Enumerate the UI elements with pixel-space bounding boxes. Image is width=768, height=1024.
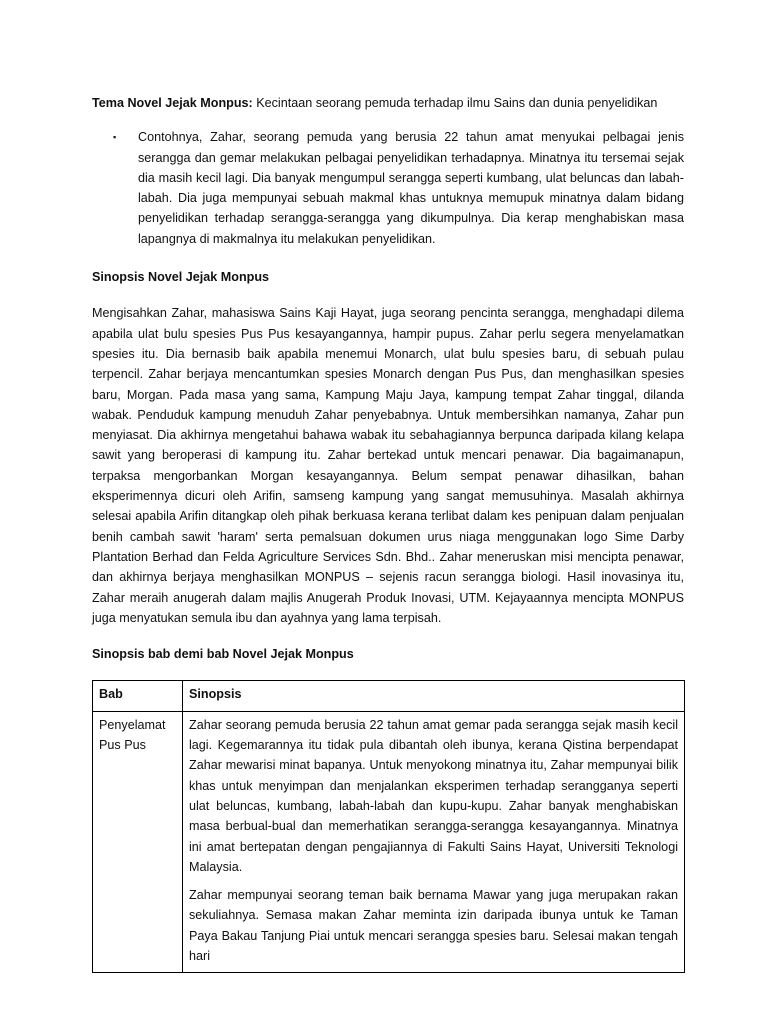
chapter-title: Penyelamat Pus Pus: [93, 711, 183, 973]
chapter-paragraph: Zahar seorang pemuda berusia 22 tahun amat gemar pada serangga sejak masih kecil lagi. Kegemarannya itu tidak pula dibantah oleh ibunya, kerana Qistina berpendapat Zahar mewarisi minat bapanya. Untuk menyokong minatnya itu, Zahar mempunyai bilik khas untuk menyimpan dan menjalankan eksperimen terhadap serangganya seperti ulat beluncas, kumbang, labah-labah dan kupu-kupu. Zahar banyak menghabiskan masa berbual-bual dan memerhatikan serangga-serangga kesayangannya. Minatnya ini amat bertepatan dengan pengajiannya di Fakulti Sains Hayat, Universiti Teknologi Malaysia.: [189, 717, 678, 874]
synopsis-paragraph: Mengisahkan Zahar, mahasiswa Sains Kaji Hayat, juga seorang pencinta serangga, menghadapi dilema apabila ulat bulu spesies Pus Pus kesayangannya, hampir pupus. Zahar perlu segera menyelamatkan spesies itu. Dia bernasib baik apabila menemui Monarch, ulat bulu spesies baru, di sebuah pulau terpencil. Zahar berjaya mencantumkan spesies Monarch dengan Pus Pus, dan menghasilkan spesies baru, Morgan. Pada masa yang sama, Kampung Maju Jaya, kampung tempat Zahar tinggal, dilanda wabak. Penduduk kampung menuduh Zahar penyebabnya. Untuk membersihkan namanya, Zahar pun menyiasat. Dia akhirnya mengetahui bahawa wabak itu sebahagiannya berpunca daripada kilang kelapa sawit yang beroperasi di kampung itu. Zahar bertekad untuk mencari penawar. Dia bagaimanapun, terpaksa mengorbankan Morgan kesayangannya. Belum sempat penawar dihasilkan, bahan eksperimennya dicuri oleh Arifin, samseng kampung yang sangat memusuhinya. Masalah akhirnya selesai apabila Arifin ditangkap oleh pihak berkuasa kerana terlibat dalam kes penipuan dalam penjualan benih cambah sawit 'haram' serta pemalsuan dokumen urus niaga menggunakan logo Sime Darby Plantation Berhad dan Felda Agriculture Services Sdn. Bhd.. Zahar meneruskan misi mencipta penawar, dan akhirnya berjaya menghasilkan MONPUS – sejenis racun serangga biologi. Hasil inovasinya itu, Zahar meraih anugerah dalam majlis Anugerah Produk Inovasi, UTM. Kejayaannya mencipta MONPUS juga menyatukan semula ibu dan ayahnya yang lama terpisah.: [92, 306, 684, 625]
example-bullet: [92, 127, 684, 249]
synopsis-heading: Sinopsis Novel Jejak Monpus: [92, 270, 270, 285]
chapter-synopsis-cell: [183, 711, 685, 973]
square-bullet-icon: ▪: [113, 132, 117, 143]
column-header-bab: Bab: [93, 681, 183, 711]
table-row: [93, 711, 685, 973]
chapters-heading: Sinopsis bab demi bab Novel Jejak Monpus: [92, 647, 354, 662]
theme-label: Tema Novel Jejak Monpus:: [92, 96, 253, 110]
example-text: Contohnya, Zahar, seorang pemuda yang berusia 22 tahun amat menyukai pelbagai jenis serangga dan gemar melakukan pelbagai penyelidikan terhadapnya. Minatnya itu tersemai sejak dia masih kecil lagi. Dia banyak mengumpul serangga seperti kumbang, ulat beluncas dan labah-labah. Dia juga mempunyai sebuah makmal khas untuknya memupuk minatnya dalam bidang penyelidikan terhadap serangga-serangga yang dikumpulnya. Dia kerap menghabiskan masa lapangnya di makmalnya itu melakukan penyelidikan.: [138, 130, 684, 246]
chapter-synopsis-table: [92, 680, 685, 973]
column-header-sinopsis: Sinopsis: [183, 681, 685, 711]
document-page: [92, 93, 684, 973]
theme-line: [92, 93, 684, 113]
chapter-paragraph: Zahar mempunyai seorang teman baik bernama Mawar yang juga merupakan rakan sekuliahnya. Semasa makan Zahar meminta izin daripada ibunya untuk ke Taman Paya Bakau Tanjung Piai untuk mencari serangga spesies baru. Selesai makan tengah hari: [189, 888, 678, 963]
theme-text: Kecintaan seorang pemuda terhadap ilmu Sains dan dunia penyelidikan: [256, 96, 658, 110]
table-header-row: [93, 681, 685, 711]
